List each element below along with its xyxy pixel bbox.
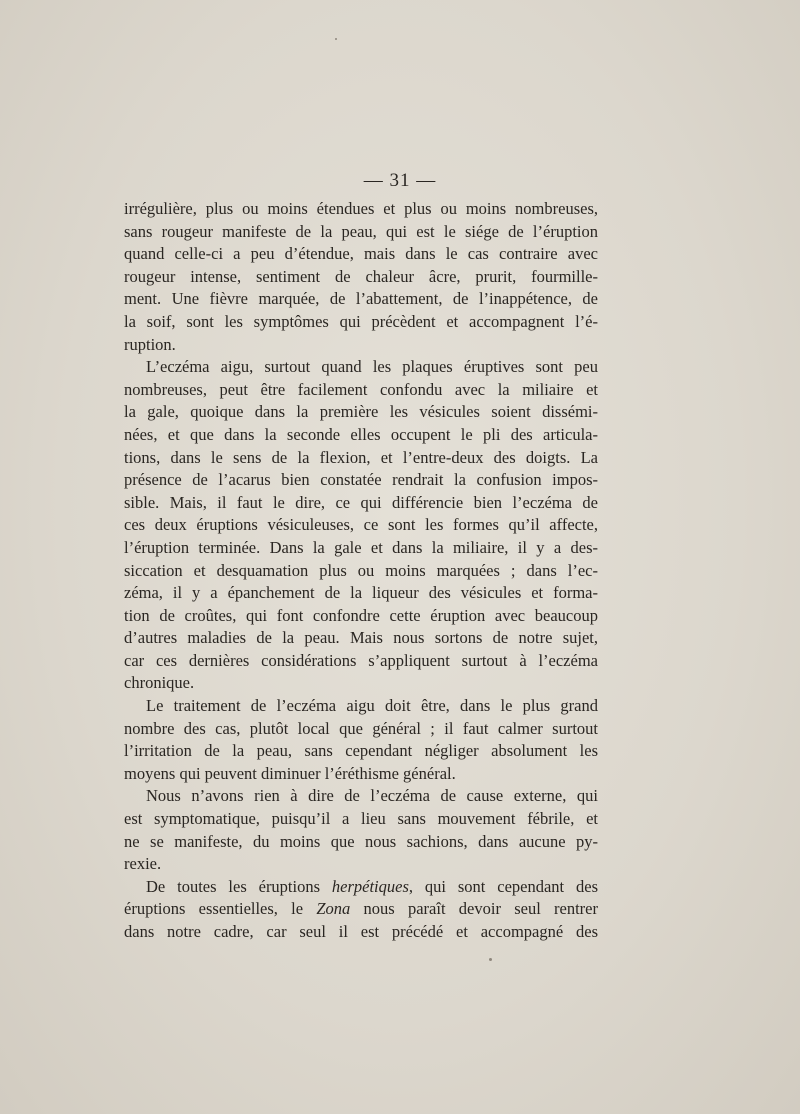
text-line: est symptomatique, puisqu’il a lieu sans mouvement fébrile, et <box>124 809 598 829</box>
text-segment: éruptions essentielles, le <box>124 899 317 919</box>
text-line <box>124 876 598 899</box>
text-line: moyens qui peuvent diminuer l’éréthisme général. <box>124 763 456 783</box>
text-line: L’eczéma aigu, surtout quand les plaques éruptives sont peu <box>146 357 598 377</box>
text-line: irrégulière, plus ou moins étendues et plus ou moins nombreuses, <box>124 199 598 218</box>
paper-speck <box>489 958 492 961</box>
text-segment: , qui sont cependant des <box>408 876 598 896</box>
text-line: nombreuses, peut être facilement confondu avec la miliaire et <box>124 379 598 399</box>
page-number: — 31 — <box>363 170 437 191</box>
text-line: l’irritation de la peau, sans cependant négliger absolument les <box>124 741 598 761</box>
text-segment: De toutes les éruptions <box>146 876 332 896</box>
text-line: ment. Une fièvre marquée, de l’abattement, de l’inappétence, de <box>124 289 598 309</box>
paper-speck <box>335 38 337 40</box>
text-line: Nous n’avons rien à dire de l’eczéma de cause externe, qui <box>146 786 598 806</box>
text-line: car ces dernières considérations s’appliquent surtout à l’eczéma <box>124 650 598 670</box>
italic-term: Zona <box>316 899 351 919</box>
body-text <box>124 198 598 944</box>
text-segment: nous paraît devoir seul rentrer <box>350 899 598 919</box>
text-line: Le traitement de l’eczéma aigu doit être, dans le plus grand <box>146 696 598 716</box>
text-line: la soif, sont les symptômes qui précèdent et accompagnent l’é- <box>124 311 598 331</box>
text-line: d’autres maladies de la peau. Mais nous sortons de notre sujet, <box>124 628 598 648</box>
text-line: siccation et desquamation plus ou moins marquées ; dans l’ec- <box>124 560 598 580</box>
text-line: rougeur intense, sentiment de chaleur âcre, prurit, fourmille- <box>124 266 598 286</box>
text-line: tions, dans le sens de la flexion, et l’entre-deux des doigts. La <box>124 447 598 467</box>
text-line: dans notre cadre, car seul il est précédé et accompagné des <box>124 922 598 941</box>
text-line: l’éruption terminée. Dans la gale et dans la miliaire, il y a des- <box>124 537 598 557</box>
text-line: rexie. <box>124 854 162 874</box>
text-line: ces deux éruptions vésiculeuses, ce sont les formes qu’il affecte, <box>124 515 598 535</box>
text-line: quand celle-ci a peu d’étendue, mais dans le cas contraire avec <box>124 244 598 264</box>
text-line: tion de croûtes, qui font confondre cette éruption avec beaucoup <box>124 605 598 625</box>
text-line: zéma, il y a épanchement de la liqueur des vésicules et forma- <box>124 583 598 603</box>
text-line: ruption. <box>124 334 176 354</box>
text-line: nées, et que dans la seconde elles occupent le pli des articula- <box>124 424 598 444</box>
text-line <box>124 898 598 921</box>
text-line: chronique. <box>124 673 195 693</box>
text-line: sible. Mais, il faut le dire, ce qui différencie bien l’eczéma de <box>124 492 598 512</box>
text-line: sans rougeur manifeste de la peau, qui est le siége de l’éruption <box>124 221 598 241</box>
text-line: nombre des cas, plutôt local que général ; il faut calmer surtout <box>124 718 598 738</box>
italic-term: herpétiques <box>331 876 409 896</box>
text-line: présence de l’acarus bien constatée rendrait la confusion impos- <box>124 470 598 490</box>
text-line: la gale, quoique dans la première les vésicules soient dissémi- <box>124 402 598 422</box>
text-line: ne se manifeste, du moins que nous sachions, dans aucune py- <box>124 831 598 851</box>
